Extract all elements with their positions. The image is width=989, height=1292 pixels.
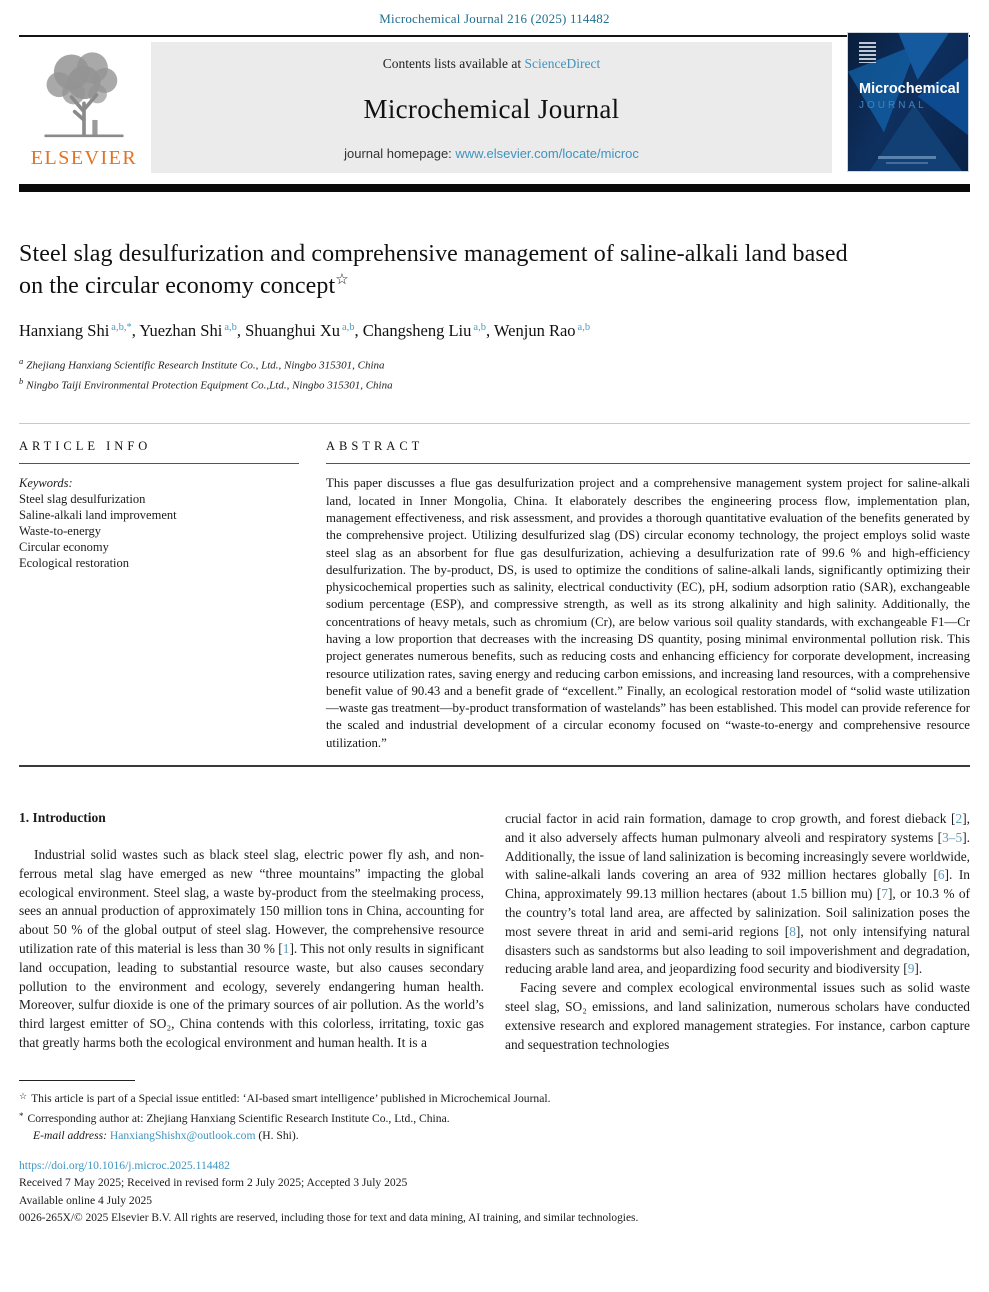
- author-affiliation-sup: a,b: [341, 321, 355, 333]
- abstract-heading: ABSTRACT: [326, 439, 424, 454]
- keyword: Steel slag desulfurization: [19, 492, 146, 507]
- body-paragraph: crucial factor in acid rain formation, damage to crop growth, and forest dieback [2], and it also adversely affects human pulmonary alveoli and respiratory systems [3–5]. Additionally, the issue of land salinization is becoming increasingly severe worldwide, with saline-alkali lands covering an area of 932 million hectares globally [6]. In China, approximately 99.13 million hectares (about 1.5 billion mu) [7], or 10.3 % of the country’s total land area, are affected by salinization. Soil salinization poses the most severe threat in arid and semi-arid regions [8], not only intensifying natural disasters such as sandstorms but also leading to soil impoverishment and degradation, reducing arable land area, and jeopardizing food security and biodiversity [9].: [505, 811, 971, 977]
- citation-ref[interactable]: 8: [789, 923, 796, 939]
- running-head-citation: Microchemical Journal 216 (2025) 114482: [379, 11, 610, 26]
- journal-header: [19, 35, 970, 179]
- available-online: Available online 4 July 2025: [19, 1193, 153, 1207]
- footnote-separator: [19, 1080, 135, 1081]
- homepage-line: [161, 146, 822, 161]
- email-footnote: [19, 1127, 970, 1144]
- article-info-column: [19, 439, 299, 752]
- author: [19, 321, 132, 340]
- keyword: Ecological restoration: [19, 555, 130, 570]
- citation-ref[interactable]: 1: [282, 941, 290, 957]
- author-affiliation-sup: a,b: [473, 321, 486, 333]
- author: [486, 321, 590, 340]
- body-paragraph: Industrial solid wastes such as black steel slag, electric power fly ash, and non-ferrous metal slag have emerged as new “three mountains” impacting the global ecological environment. Steel slag, a waste by-product from the steelmaking process, sees an annual production of approximately 150 million tons in China, accounting for about 50 % of the global output of steel slag. However, the comprehensive resource utilization rate of this material is less than 30 % [1]. This not only results in significant land occupation, leading to substantial resource waste, but also causes secondary pollution to the environment and ecology, severely endangering human health. Moreover, sulfur dioxide is one of the primary sources of air pollution. As the world’s third largest emitter of SO₂, China contends with this colorless, irritating, toxic gas that greatly harms both the ecological environment and human health. It is a: [19, 847, 484, 1051]
- author-affiliation-sup: a,b: [224, 321, 237, 333]
- article-info-rule: [19, 463, 299, 464]
- author: [237, 321, 355, 340]
- body-paragraph: Facing severe and complex ecological environmental issues such as solid waste steel slag, SO₂ emissions, and land salinization, numerous scholars have conducted extensive research and explored management strategies. For instance, carbon capture and sequestration technologies: [505, 980, 970, 1052]
- asterisk-marker: *: [19, 1110, 24, 1121]
- elsevier-tree-logo: [32, 43, 136, 147]
- article-footer: [19, 1157, 970, 1228]
- keywords-label: Keywords:: [19, 476, 73, 491]
- contents-line: [161, 56, 822, 72]
- author-affiliation-sup: a,b: [577, 321, 591, 333]
- citation-ref[interactable]: 7: [881, 886, 888, 902]
- article-body: [19, 810, 970, 1054]
- corresponding-author-text: Corresponding author at: Zhejiang Hanxiang Scientific Research Institute Co., Ltd., China.: [27, 1111, 450, 1125]
- email-link[interactable]: HanxiangShishx@outlook.com: [109, 1128, 256, 1142]
- abstract-text: This paper discusses a flue gas desulfurization project and a comprehensive management system project for saline-alkali land, located in Inner Mongolia, China. It elaborately describes the engineering process flow, implementation plan, management effectiveness, and risk assessment, and provides a thorough quantitative evaluation of the benefits generated by the comprehensive project. Utilizing desulfurized slag (DS) circular economy technology, the project employs solid waste steel slag as an absorbent for flue gas desulfurization, achieving a desulfurization rate of 99.6 % and high-efficiency desulfurization. The by-product, DS, is used to optimize the conditions of saline-alkali lands, significantly optimizing their physicochemical properties such as salinity, electrical conductivity (EC), pH, sodium adsorption ratio (SAR), exchangeable sodium percentage (ESP), and compressive strength, as well as its strong alkalinity and high salinity. Additionally, the concentrations of heavy metals, such as chromium (Cr), are below various soil quality standards, with exchangeable F1—Cr having a low proportion that decreases with the increasing DS quantity, posing minimal environmental pollution risk. This project generates numerous benefits, such as reducing costs and enhancing efficiency for corporate development, increasing resource utilization rates, saving energy and reducing carbon emissions, and increasing land resources, with a comprehensive benefit value of 90.43 and a benefit grade of “excellent.” Finally, an ecological restoration model of “solid waste utilization—waste gas treatment—by-product transformation of wastelands” has been established. This model can provide reference for the scaled and industrial development of a circular economy focused on “waste-to-energy and comprehensive resource utilization.”: [326, 476, 971, 750]
- keyword: Circular economy: [19, 539, 109, 554]
- affiliation-text: Zhejiang Hanxiang Scientific Research Institute Co., Ltd., Ningbo 315301, China: [26, 359, 385, 372]
- journal-cover-thumbnail: [848, 33, 968, 171]
- doi-link[interactable]: https://doi.org/10.1016/j.microc.2025.114482: [19, 1159, 230, 1173]
- affiliation: [19, 374, 970, 394]
- affiliation-sup: a: [19, 356, 24, 366]
- special-issue-text: This article is part of a Special issue entitled: ‘AI-based smart intelligence’ published in Microchemical Journal.: [31, 1092, 551, 1106]
- article-title-text: Steel slag desulfurization and comprehensive management of saline-alkali land based on the circular economy concept: [19, 241, 848, 299]
- affiliation-text: Ningbo Taiji Environmental Protection Equipment Co.,Ltd., Ningbo 315301, China: [26, 379, 393, 392]
- affiliation-list: [19, 354, 970, 394]
- article-title: [19, 238, 859, 302]
- cover-footer-text-bar: [886, 162, 928, 164]
- abstract-column: [326, 439, 970, 752]
- cover-footer-text-bar: [878, 156, 936, 159]
- author: [355, 321, 486, 340]
- cover-publisher-mark: [859, 42, 876, 63]
- star-marker-icon: ☆: [19, 1091, 28, 1102]
- keyword: Saline-alkali land improvement: [19, 508, 177, 523]
- header-divider-bar: [19, 184, 970, 192]
- special-issue-footnote: [19, 1088, 970, 1107]
- contents-prefix: Contents lists available at: [382, 56, 525, 71]
- author: [132, 321, 237, 340]
- keyword: Waste-to-energy: [19, 523, 102, 538]
- author-name: , Yuezhan Shi: [131, 321, 223, 340]
- author-name: Hanxiang Shi: [19, 321, 110, 340]
- citation-ref[interactable]: 3–5: [942, 829, 963, 845]
- sciencedirect-link[interactable]: ScienceDirect: [524, 56, 601, 71]
- corresponding-author-footnote: [19, 1108, 970, 1127]
- citation-ref[interactable]: 9: [907, 961, 915, 977]
- affiliation-sup: b: [19, 376, 24, 387]
- author-name: , Changsheng Liu: [354, 321, 472, 340]
- body-right-column: [505, 810, 970, 1054]
- abstract-rule: [326, 463, 970, 464]
- elsevier-logo: [19, 43, 149, 175]
- author-name: , Shuanghui Xu: [236, 321, 340, 340]
- article-info-heading: ARTICLE INFO: [19, 439, 152, 454]
- cover-journal-title: Microchemical: [859, 81, 960, 97]
- info-abstract-section: [19, 423, 970, 767]
- journal-title: Microchemical Journal: [363, 93, 620, 124]
- email-suffix: (H. Shi).: [258, 1128, 299, 1142]
- citation-ref[interactable]: 2: [955, 811, 963, 827]
- journal-banner: [151, 42, 832, 173]
- email-label: E-mail address:: [33, 1128, 107, 1142]
- section-heading-introduction: 1. Introduction: [19, 810, 106, 826]
- special-issue-star-icon: ☆: [335, 272, 349, 288]
- homepage-prefix: journal homepage:: [344, 146, 456, 161]
- homepage-link[interactable]: www.elsevier.com/locate/microc: [455, 146, 639, 161]
- elsevier-wordmark: ELSEVIER: [30, 147, 138, 169]
- footnotes-block: [19, 1080, 970, 1144]
- author-affiliation-sup: a,b,*: [111, 321, 132, 333]
- body-left-column: [19, 810, 484, 1054]
- author-list: [19, 321, 970, 341]
- affiliation: [19, 354, 970, 374]
- citation-ref[interactable]: 6: [937, 867, 945, 883]
- copyright-line: 0026-265X/© 2025 Elsevier B.V. All rights are reserved, including those for text and data mining, AI training, and similar technologies.: [19, 1212, 639, 1225]
- received-dates: Received 7 May 2025; Received in revised form 2 July 2025; Accepted 3 July 2025: [19, 1176, 408, 1190]
- author-name: , Wenjun Rao: [485, 321, 576, 340]
- cover-journal-subtitle: JOURNAL: [859, 100, 927, 111]
